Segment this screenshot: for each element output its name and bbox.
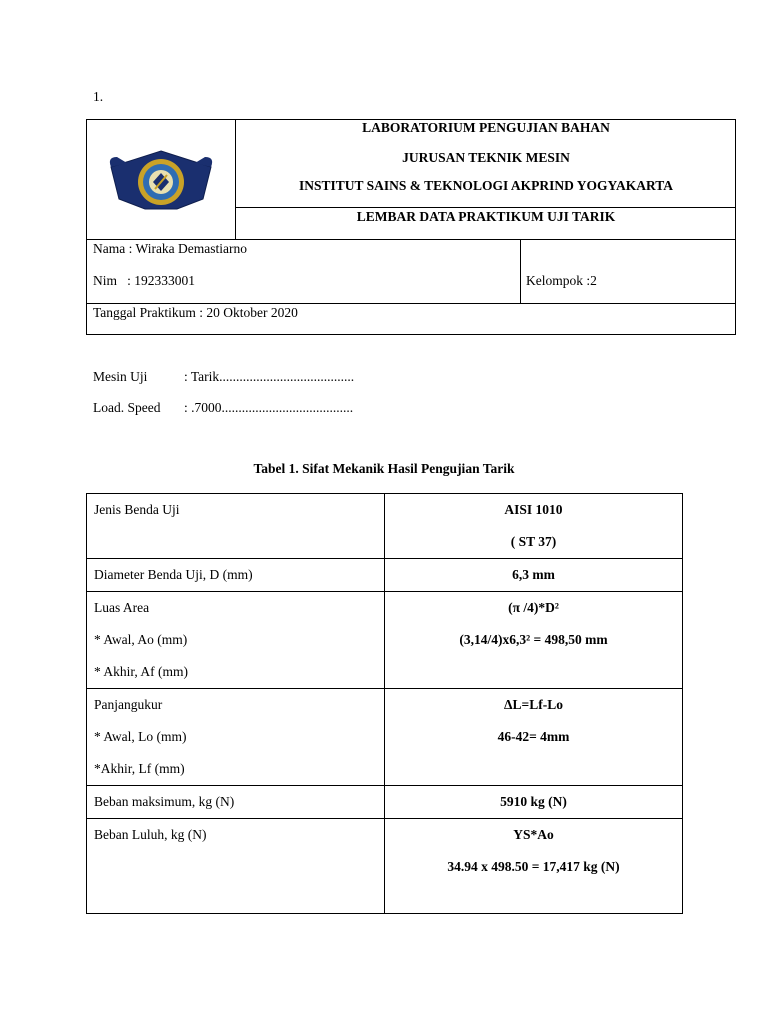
nim-field: Nim : 192333001 [93, 273, 196, 288]
row-value: 6,3 mm [385, 559, 683, 592]
name-field: Nama : Wiraka Demastiarno [93, 241, 248, 256]
row-label: Panjangukur * Awal, Lo (mm) *Akhir, Lf (mm) [87, 689, 385, 786]
akprind-emblem-icon [107, 149, 215, 211]
divider [87, 303, 736, 304]
logo [87, 120, 235, 239]
table-row [87, 689, 683, 786]
divider [87, 239, 736, 240]
divider [235, 207, 736, 208]
table-row [87, 819, 683, 914]
table-row [87, 559, 683, 592]
group-field: Kelompok :2 [526, 273, 597, 288]
table-row [87, 592, 683, 689]
machine-label: Mesin Uji [93, 369, 148, 384]
header-box [86, 119, 736, 335]
speed-value: : .7000....................................... [184, 400, 354, 415]
speed-label: Load. Speed [93, 400, 161, 415]
divider [520, 239, 521, 303]
table-row [87, 786, 683, 819]
page-number: 1. [93, 89, 104, 104]
row-label: Beban Luluh, kg (N) [87, 819, 385, 914]
table-row [87, 494, 683, 559]
row-value: ΔL=Lf-Lo 46-42= 4mm [385, 689, 683, 786]
row-value: (π /4)*D² (3,14/4)x6,3² = 498,50 mm [385, 592, 683, 689]
header-line: LABORATORIUM PENGUJIAN BAHAN [362, 120, 610, 135]
row-label: Jenis Benda Uji [87, 494, 385, 559]
row-label: Luas Area * Awal, Ao (mm) * Akhir, Af (mm) [87, 592, 385, 689]
date-field: Tanggal Praktikum : 20 Oktober 2020 [93, 305, 298, 320]
row-label: Beban maksimum, kg (N) [87, 786, 385, 819]
row-value: 5910 kg (N) [385, 786, 683, 819]
form-title: LEMBAR DATA PRAKTIKUM UJI TARIK [356, 209, 616, 224]
row-value: YS*Ao 34.94 x 498.50 = 17,417 kg (N) [385, 819, 683, 914]
table-caption: Tabel 1. Sifat Mekanik Hasil Pengujian Tarik [253, 461, 515, 476]
row-value: AISI 1010 ( ST 37) [385, 494, 683, 559]
header-line: INSTITUT SAINS & TEKNOLOGI AKPRIND YOGYAKARTA [299, 178, 673, 193]
machine-value: : Tarik........................................ [184, 369, 355, 384]
header-line: JURUSAN TEKNIK MESIN [402, 150, 570, 165]
row-label: Diameter Benda Uji, D (mm) [87, 559, 385, 592]
properties-table [86, 493, 683, 914]
